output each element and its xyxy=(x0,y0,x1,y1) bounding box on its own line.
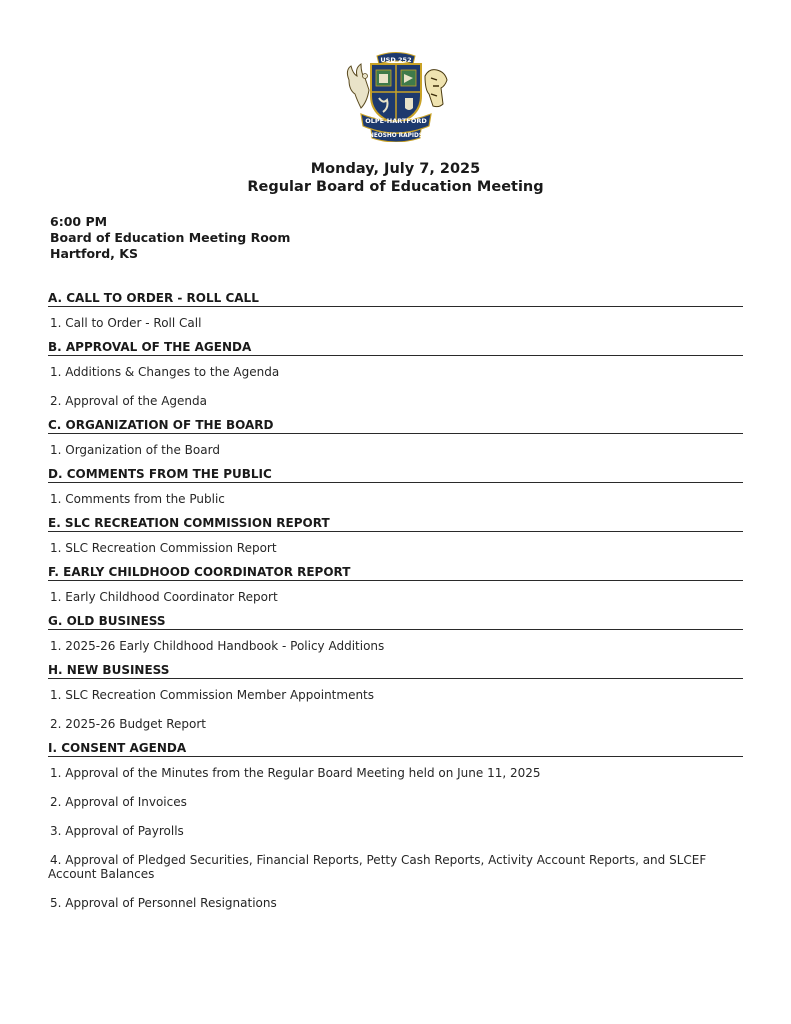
agenda xyxy=(48,290,743,919)
agenda-item: 1. Approval of the Minutes from the Regular Board Meeting held on June 11, 2025 xyxy=(50,766,541,780)
agenda-item: 1. Organization of the Board xyxy=(50,443,220,457)
tiger-icon xyxy=(425,70,447,107)
agenda-section-c xyxy=(48,417,743,457)
agenda-section-i xyxy=(48,740,743,910)
agenda-item: 2. Approval of Invoices xyxy=(50,795,187,809)
agenda-item: 1. SLC Recreation Commission Member Appointments xyxy=(50,688,375,702)
agenda-item: 1. Comments from the Public xyxy=(50,492,225,506)
section-header: F. EARLY CHILDHOOD COORDINATOR REPORT xyxy=(48,564,743,581)
meeting-location: Hartford, KS xyxy=(50,246,138,261)
agenda-item: 2. 2025-26 Budget Report xyxy=(50,717,206,731)
section-header: E. SLC RECREATION COMMISSION REPORT xyxy=(48,515,743,532)
agenda-section-b xyxy=(48,339,743,408)
crest-banner-bottom: NEOSHO RAPIDS xyxy=(368,133,424,139)
agenda-section-e xyxy=(48,515,743,555)
meeting-title: Regular Board of Education Meeting xyxy=(247,179,544,195)
section-header: H. NEW BUSINESS xyxy=(48,662,743,679)
section-header: A. CALL TO ORDER - ROLL CALL xyxy=(48,290,743,307)
crest-banner-top: OLPE-HARTFORD xyxy=(365,117,427,125)
crest-district-label: USD 252 xyxy=(380,56,412,64)
agenda-item: 1. SLC Recreation Commission Report xyxy=(50,541,277,555)
agenda-section-d xyxy=(48,466,743,506)
agenda-section-g xyxy=(48,613,743,653)
agenda-section-f xyxy=(48,564,743,604)
section-header: D. COMMENTS FROM THE PUBLIC xyxy=(48,466,743,483)
district-crest-logo xyxy=(341,50,451,142)
eagle-icon xyxy=(347,64,369,108)
agenda-item: 5. Approval of Personnel Resignations xyxy=(50,896,277,910)
agenda-item: 3. Approval of Payrolls xyxy=(50,824,184,838)
section-header: G. OLD BUSINESS xyxy=(48,613,743,630)
agenda-item: 1. Early Childhood Coordinator Report xyxy=(50,590,278,604)
document-title-block xyxy=(0,160,791,196)
agenda-item: 2. Approval of the Agenda xyxy=(50,394,207,408)
section-header: B. APPROVAL OF THE AGENDA xyxy=(48,339,743,356)
meeting-info xyxy=(50,214,290,262)
agenda-item: 4. Approval of Pledged Securities, Financial Reports, Petty Cash Reports, Activity Account Reports, and SLCEF Account Balances xyxy=(48,853,707,881)
meeting-room: Board of Education Meeting Room xyxy=(50,230,291,245)
meeting-date: Monday, July 7, 2025 xyxy=(310,161,481,177)
section-header: C. ORGANIZATION OF THE BOARD xyxy=(48,417,743,434)
agenda-item: 1. Call to Order - Roll Call xyxy=(50,316,202,330)
agenda-section-h xyxy=(48,662,743,731)
agenda-item: 1. 2025-26 Early Childhood Handbook - Policy Additions xyxy=(50,639,385,653)
agenda-section-a xyxy=(48,290,743,330)
meeting-time: 6:00 PM xyxy=(50,214,108,229)
agenda-item: 1. Additions & Changes to the Agenda xyxy=(50,365,280,379)
section-header: I. CONSENT AGENDA xyxy=(48,740,743,757)
